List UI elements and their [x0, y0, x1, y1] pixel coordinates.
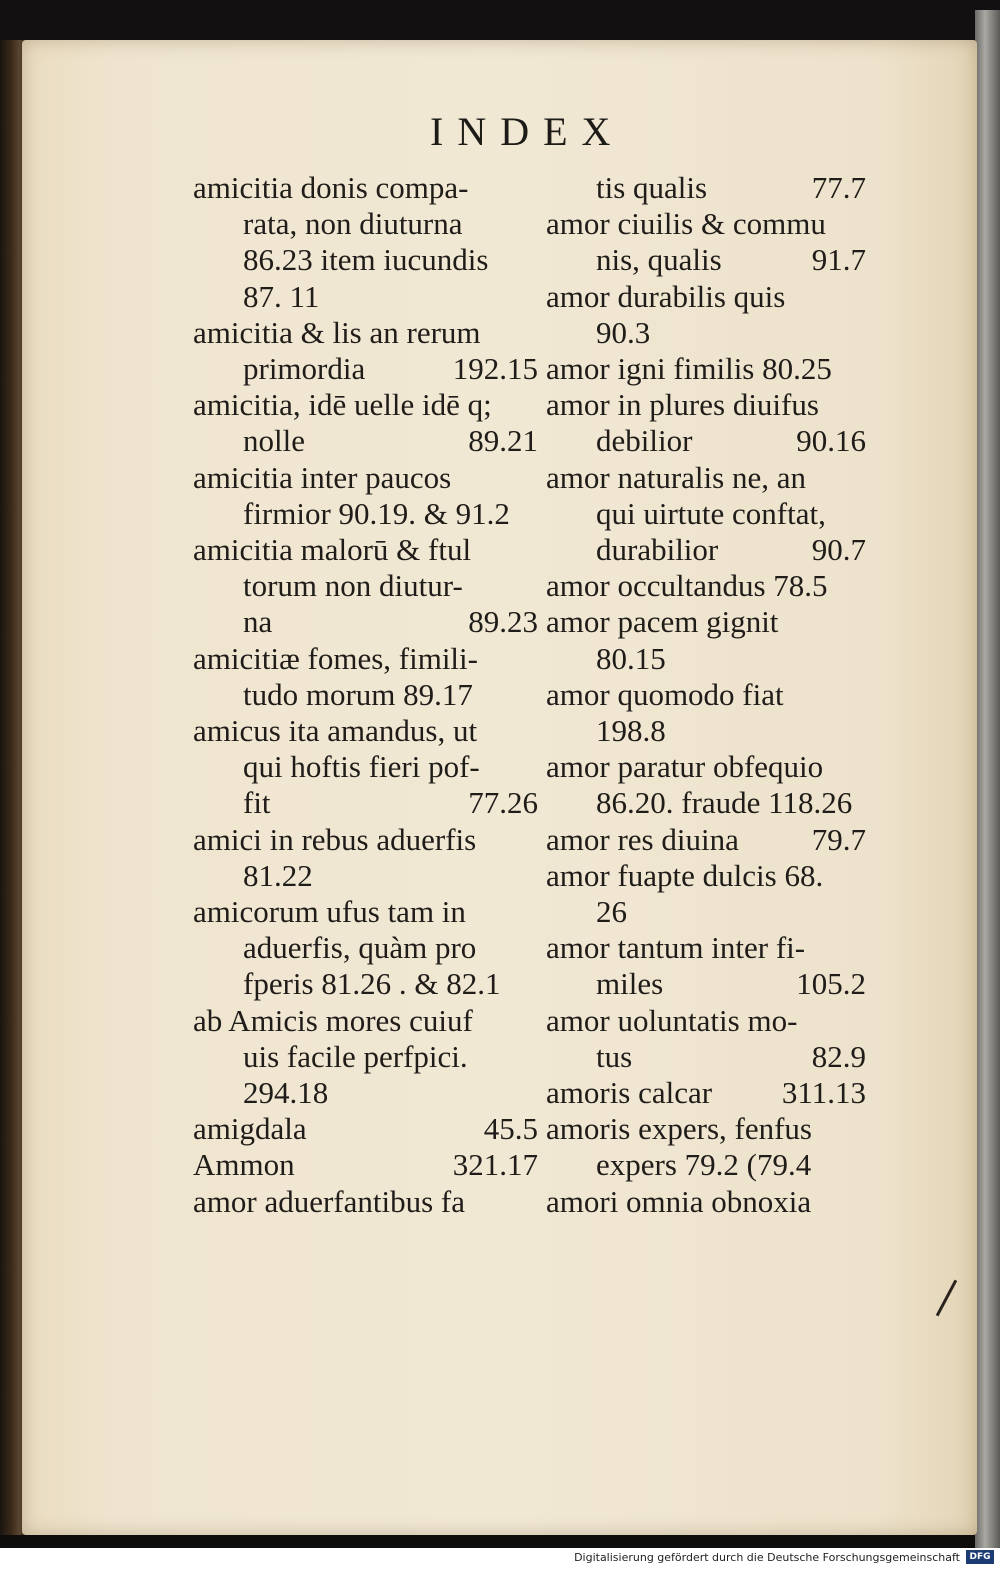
- index-entry-text: fperis 81.26 . & 82.1: [243, 966, 501, 1002]
- index-entry-line: [546, 206, 866, 242]
- index-entry-line: [193, 966, 538, 1002]
- index-entry-line: [193, 858, 538, 894]
- index-entry-line: [193, 532, 538, 568]
- index-entry-line: [193, 1039, 538, 1075]
- index-entry-text: amicitia malorū & ftul: [193, 532, 472, 568]
- index-entry-page-ref: 77.7: [811, 170, 866, 205]
- index-entry-text: amicitia donis compa-: [193, 170, 469, 205]
- index-entry-line: [546, 677, 866, 713]
- index-entry-line: [193, 930, 538, 966]
- index-entry-text: miles: [596, 966, 664, 1002]
- index-entry-line: [193, 713, 538, 749]
- index-entry-line: [193, 351, 538, 387]
- index-entry-line: [546, 351, 866, 387]
- index-entry-line: [193, 460, 538, 496]
- index-entry-line: [546, 387, 866, 423]
- index-entry-text: primordia: [243, 351, 366, 387]
- index-entry-text: amicitia & lis an rerum: [193, 314, 481, 350]
- index-entry-text: torum non diutur-: [243, 568, 463, 604]
- index-entry-text: 198.8: [596, 713, 666, 749]
- index-entry-text: amor tantum inter fi-: [546, 930, 806, 966]
- index-entry-text: qui uirtute conftat,: [596, 495, 826, 531]
- index-entry-line: [193, 1003, 538, 1039]
- index-entry-text: nis, qualis: [596, 242, 722, 278]
- index-entry-line: [546, 749, 866, 785]
- index-entry-text: 86.20. fraude 118.26: [596, 785, 853, 821]
- scan-background-top: [0, 0, 1000, 40]
- index-entry-line: [546, 604, 866, 640]
- index-entry-text: amor naturalis ne, an: [546, 459, 806, 495]
- index-entry-line: [546, 1111, 866, 1147]
- page-heading: INDEX: [430, 109, 625, 154]
- index-entry-line: [546, 966, 866, 1002]
- index-entry-text: tudo morum 89.17: [243, 676, 473, 712]
- index-entry-text: na: [243, 604, 273, 640]
- index-entry-text: amici in rebus aduerfis: [193, 821, 477, 857]
- index-entry-text: amoris expers, fenfus: [546, 1111, 812, 1147]
- index-entry-page-ref: 89.21: [468, 423, 538, 459]
- index-entry-text: amicorum ufus tam in: [193, 894, 466, 930]
- index-entry-line: [193, 749, 538, 785]
- index-entry-text: 26: [596, 894, 627, 930]
- index-entry-text: 294.18: [243, 1075, 329, 1111]
- index-entry-page-ref: 79.7: [811, 821, 866, 857]
- index-entry-text: amor in plures diuifus: [546, 387, 819, 423]
- index-entry-line: [193, 1184, 538, 1220]
- index-entry-line: [546, 713, 866, 749]
- dfg-logo: DFG: [966, 1550, 994, 1564]
- index-entry-line: [546, 532, 866, 568]
- index-entry-line: [546, 568, 866, 604]
- index-entry-text: qui hoftis fieri pof-: [243, 749, 480, 785]
- index-entry-text: amori omnia obnoxia: [546, 1183, 812, 1219]
- index-entry-page-ref: 90.16: [796, 423, 866, 459]
- index-entry-line: [193, 677, 538, 713]
- index-entry-text: uis facile perfpici.: [243, 1038, 468, 1074]
- index-entry-text: aduerfis, quàm pro: [243, 930, 477, 966]
- index-entry-text: 87. 11: [243, 278, 320, 314]
- index-entry-line: [193, 1111, 538, 1147]
- index-entry-line: [193, 279, 538, 315]
- index-entry-text: tus: [596, 1038, 633, 1074]
- index-entry-text: debilior: [596, 423, 693, 459]
- index-entry-line: [193, 894, 538, 930]
- index-entry-text: tis qualis: [596, 170, 708, 205]
- index-entry-text: amor occultandus 78.5: [546, 568, 828, 604]
- index-entry-line: [546, 460, 866, 496]
- index-entry-line: [546, 822, 866, 858]
- index-entry-text: Ammon: [193, 1147, 295, 1183]
- index-entry-page-ref: 77.26: [468, 785, 538, 821]
- index-entry-text: amoris calcar: [546, 1075, 713, 1111]
- index-entry-line: [546, 641, 866, 677]
- index-entry-text: amor ciuilis & commu: [546, 206, 826, 242]
- index-entry-page-ref: 90.7: [811, 532, 866, 568]
- index-entry-text: amor paratur obfequio: [546, 749, 824, 785]
- footer-credit: Digitalisierung gefördert durch die Deutsche Forschungsgemeinschaft: [574, 1551, 960, 1564]
- index-entry-page-ref: 91.7: [811, 242, 866, 278]
- index-entry-line: [193, 170, 538, 206]
- index-entry-line: [546, 242, 866, 278]
- index-entry-line: [546, 894, 866, 930]
- index-entry-line: [546, 930, 866, 966]
- index-entry-text: 80.15: [596, 640, 666, 676]
- index-entry-page-ref: 192.15: [452, 351, 538, 387]
- page-edge-right: [975, 10, 1000, 1550]
- index-entry-line: [546, 785, 866, 821]
- index-entry-page-ref: 321.17: [452, 1147, 538, 1183]
- index-entry-text: fit: [243, 785, 271, 821]
- index-entry-line: [193, 423, 538, 459]
- index-entry-text: amicus ita amandus, ut: [193, 713, 478, 749]
- index-entry-line: [193, 496, 538, 532]
- index-entry-text: amicitia inter paucos: [193, 459, 452, 495]
- index-entry-text: firmior 90.19. & 91.2: [243, 495, 510, 531]
- index-entry-line: [193, 604, 538, 640]
- index-entry-line: [546, 1075, 866, 1111]
- index-entry-line: [546, 1184, 866, 1220]
- index-entry-page-ref: 311.13: [781, 1075, 866, 1111]
- index-entry-line: [193, 822, 538, 858]
- index-entry-text: amor igni fimilis 80.25: [546, 351, 832, 387]
- index-entry-line: [546, 858, 866, 894]
- index-entry-page-ref: 82.9: [811, 1038, 866, 1074]
- index-entry-text: 86.23 item iucundis: [243, 242, 489, 278]
- index-entry-text: amor fuapte dulcis 68.: [546, 857, 824, 893]
- index-entry-text: ab Amicis mores cuiuf: [193, 1002, 473, 1038]
- index-entry-text: amor aduerfantibus fa: [193, 1183, 465, 1219]
- index-entry-text: nolle: [243, 423, 305, 459]
- index-entry-page-ref: 89.23: [468, 604, 538, 640]
- index-entry-text: amicitiæ fomes, fimili-: [193, 640, 478, 676]
- index-entry-line: [546, 1147, 866, 1183]
- index-entry-text: 90.3: [596, 314, 651, 350]
- index-entry-line: [546, 496, 866, 532]
- index-entry-page-ref: 105.2: [796, 966, 866, 1002]
- index-entry-line: [546, 279, 866, 315]
- index-entry-text: durabilior: [596, 532, 719, 568]
- index-entry-line: [193, 1075, 538, 1111]
- index-column-left: [193, 170, 538, 1220]
- index-entry-text: amor res diuina: [546, 821, 739, 857]
- index-entry-line: [193, 242, 538, 278]
- index-entry-line: [546, 423, 866, 459]
- index-entry-line: [546, 1003, 866, 1039]
- index-entry-line: [193, 785, 538, 821]
- index-entry-text: amicitia, idē uelle idē q;: [193, 387, 492, 423]
- index-entry-text: amigdala: [193, 1111, 307, 1147]
- index-entry-text: amor pacem gignit: [546, 604, 779, 640]
- index-entry-text: amor uoluntatis mo-: [546, 1002, 798, 1038]
- index-column-right: [546, 170, 866, 1220]
- index-entry-line: [546, 315, 866, 351]
- index-entry-line: [193, 1147, 538, 1183]
- index-entry-text: expers 79.2 (79.4: [596, 1147, 812, 1183]
- index-entry-line: [193, 568, 538, 604]
- index-entry-text: rata, non diuturna: [243, 206, 463, 242]
- index-entry-page-ref: 45.5: [483, 1111, 538, 1147]
- index-entry-line: [546, 170, 866, 206]
- index-entry-line: [193, 206, 538, 242]
- index-entry-line: [193, 315, 538, 351]
- index-entry-text: 81.22: [243, 857, 313, 893]
- index-entry-text: amor quomodo fiat: [546, 676, 784, 712]
- index-entry-text: amor durabilis quis: [546, 278, 786, 314]
- index-entry-line: [546, 1039, 866, 1075]
- index-entry-line: [193, 641, 538, 677]
- index-entry-line: [193, 387, 538, 423]
